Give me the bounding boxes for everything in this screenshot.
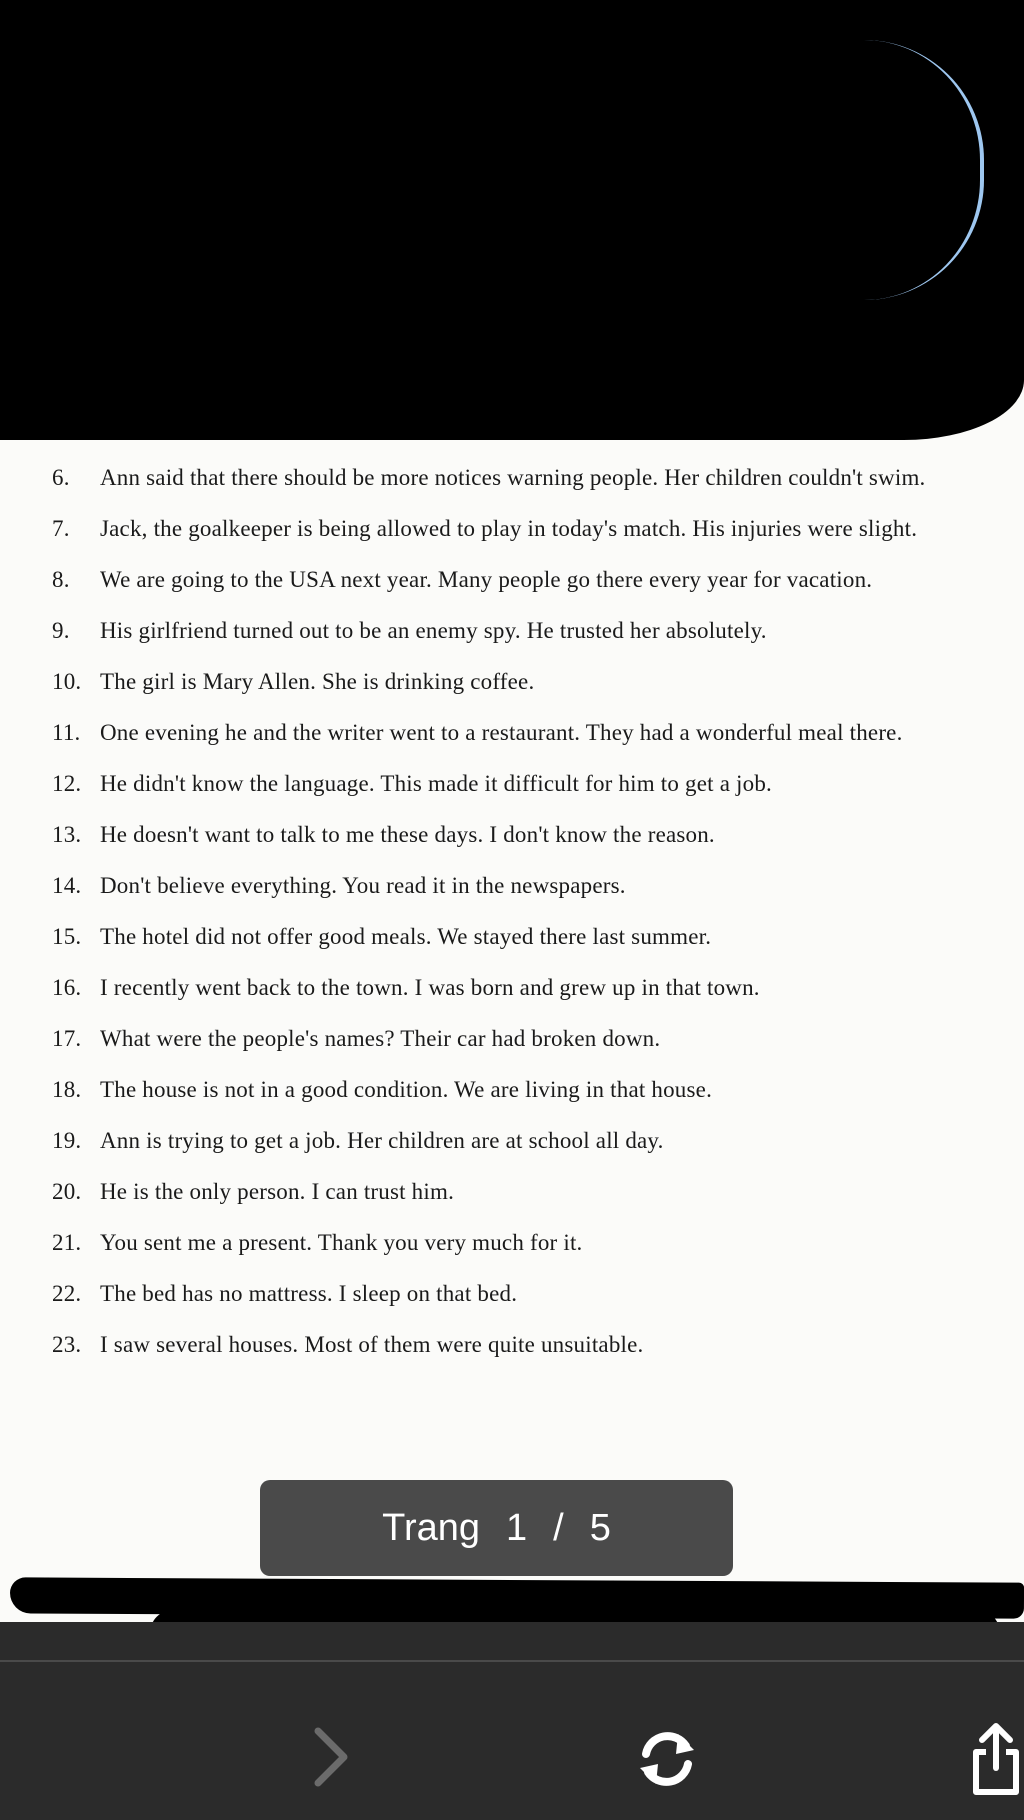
question-number: 13. — [52, 822, 82, 847]
question-text: His girlfriend turned out to be an enemy spy. He trusted her absolutely. — [100, 618, 767, 643]
list-item — [52, 1064, 1002, 1115]
question-number: 16. — [52, 975, 82, 1000]
question-text: Jack, the goalkeeper is being allowed to play in today's match. His injuries were slight. — [100, 516, 918, 541]
question-number: 10. — [52, 669, 82, 694]
list-item — [52, 1115, 1002, 1166]
question-text: Ann is trying to get a job. Her children are at school all day. — [100, 1128, 664, 1153]
question-text: I saw several houses. Most of them were quite unsuitable. — [100, 1332, 644, 1357]
list-item — [52, 656, 1002, 707]
refresh-button[interactable] — [625, 1717, 709, 1801]
page-total: 5 — [589, 1506, 611, 1549]
question-number: 22. — [52, 1281, 82, 1306]
question-text: The house is not in a good condition. We are living in that house. — [100, 1077, 713, 1102]
share-button[interactable] — [966, 1710, 1024, 1806]
question-number: 11. — [52, 720, 81, 745]
toolbar-divider — [0, 1660, 1024, 1662]
list-item — [52, 1013, 1002, 1064]
question-text: One evening he and the writer went to a restaurant. They had a wonderful meal there. — [100, 720, 903, 745]
page-current: 1 — [506, 1506, 528, 1549]
question-text: He doesn't want to talk to me these days. I don't know the reason. — [100, 822, 715, 847]
question-number: 12. — [52, 771, 82, 796]
chevron-right-icon — [312, 1725, 352, 1789]
list-item — [52, 1319, 1002, 1370]
question-number: 18. — [52, 1077, 82, 1102]
question-number: 21. — [52, 1230, 82, 1255]
list-item — [52, 605, 1002, 656]
page-indicator — [260, 1480, 733, 1576]
list-item — [52, 962, 1002, 1013]
bottom-toolbar — [0, 1622, 1024, 1820]
list-item — [52, 503, 1002, 554]
page-label: Trang — [382, 1506, 480, 1549]
question-list — [52, 452, 1002, 1370]
question-text: Don't believe everything. You read it in the newspapers. — [100, 873, 626, 898]
question-number: 14. — [52, 873, 82, 898]
question-text: Ann said that there should be more notices warning people. Her children couldn't swim. — [100, 465, 926, 490]
list-item — [52, 809, 1002, 860]
next-page-button[interactable] — [300, 1712, 364, 1802]
list-item — [52, 911, 1002, 962]
list-item — [52, 758, 1002, 809]
list-item — [52, 1166, 1002, 1217]
question-text: I recently went back to the town. I was born and grew up in that town. — [100, 975, 760, 1000]
question-number: 15. — [52, 924, 82, 949]
share-icon — [970, 1718, 1022, 1798]
question-text: He didn't know the language. This made it difficult for him to get a job. — [100, 771, 772, 796]
question-number: 9. — [52, 618, 70, 643]
list-item — [52, 452, 1002, 503]
question-number: 7. — [52, 516, 70, 541]
question-number: 17. — [52, 1026, 82, 1051]
question-text: The hotel did not offer good meals. We stayed there last summer. — [100, 924, 712, 949]
question-number: 20. — [52, 1179, 82, 1204]
question-text: The bed has no mattress. I sleep on that bed. — [100, 1281, 518, 1306]
list-item — [52, 860, 1002, 911]
redacted-header — [0, 0, 1024, 440]
list-item — [52, 1217, 1002, 1268]
question-text: You sent me a present. Thank you very much for it. — [100, 1230, 583, 1255]
question-number: 6. — [52, 465, 70, 490]
list-item — [52, 554, 1002, 605]
question-number: 8. — [52, 567, 70, 592]
question-text: He is the only person. I can trust him. — [100, 1179, 455, 1204]
question-number: 23. — [52, 1332, 82, 1357]
question-number: 19. — [52, 1128, 82, 1153]
list-item — [52, 1268, 1002, 1319]
redaction-mark — [780, 40, 984, 300]
list-item — [52, 707, 1002, 758]
page-separator: / — [553, 1506, 564, 1549]
question-text: We are going to the USA next year. Many people go there every year for vacation. — [100, 567, 873, 592]
question-text: What were the people's names? Their car had broken down. — [100, 1026, 661, 1051]
sync-icon — [632, 1724, 702, 1794]
question-text: The girl is Mary Allen. She is drinking coffee. — [100, 669, 535, 694]
